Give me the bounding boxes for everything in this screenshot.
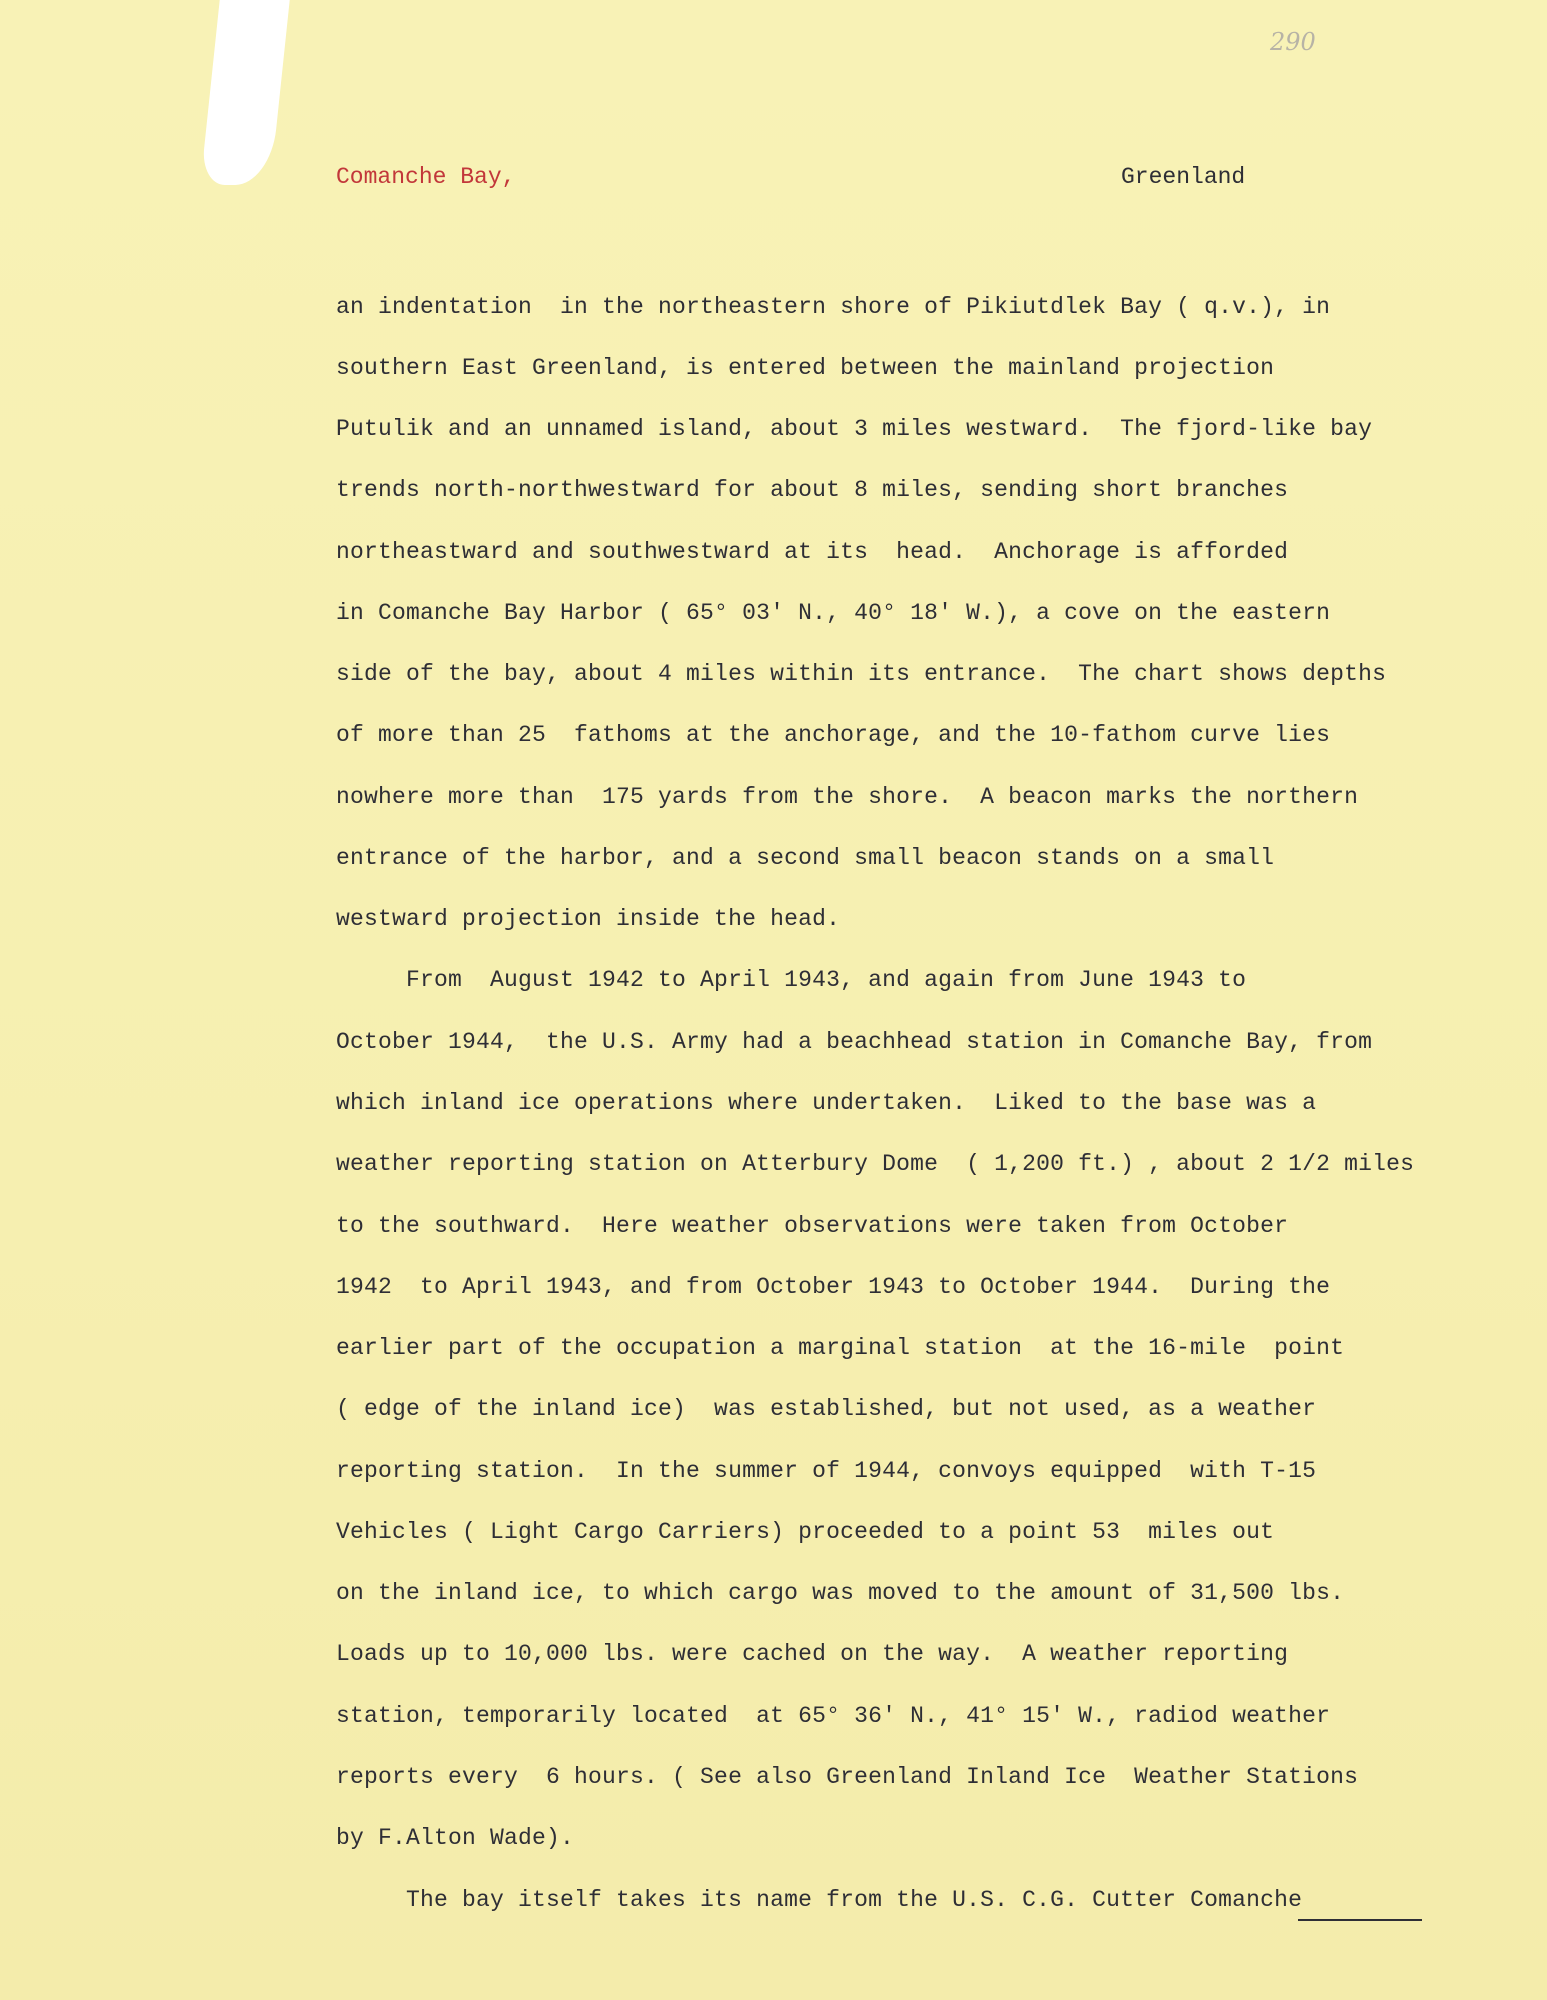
torn-paper-corner [200, 0, 289, 185]
text-line: Loads up to 10,000 lbs. were cached on the way. A weather reporting [336, 1641, 1289, 1667]
entry-region: Greenland [1121, 164, 1246, 190]
text-line: nowhere more than 175 yards from the shore. A beacon marks the northern [336, 784, 1359, 810]
text-line: which inland ice operations where undertaken. Liked to the base was a [336, 1090, 1317, 1116]
text-line: on the inland ice, to which cargo was moved to the amount of 31,500 lbs. [336, 1580, 1345, 1606]
text-line: side of the bay, about 4 miles within its entrance. The chart shows depths [336, 661, 1387, 687]
text-line: by F.Alton Wade). [336, 1825, 575, 1851]
text-line: of more than 25 fathoms at the anchorage, and the 10-fathom curve lies [336, 722, 1331, 748]
text-line: station, temporarily located at 65° 36' N., 41° 15' W., radiod weather [336, 1703, 1331, 1729]
text-line: in Comanche Bay Harbor ( 65° 03' N., 40° 18' W.), a cove on the eastern [336, 600, 1331, 626]
text-line: weather reporting station on Atterbury Dome ( 1,200 ft.) , about 2 1/2 miles [336, 1151, 1415, 1177]
text-line: an indentation in the northeastern shore of Pikiutdlek Bay ( q.v.), in [336, 294, 1331, 320]
text-line: earlier part of the occupation a marginal station at the 16-mile point [336, 1335, 1345, 1361]
handwritten-page-number: 290 [1270, 28, 1316, 56]
text-line: reports every 6 hours. ( See also Greenland Inland Ice Weather Stations [336, 1764, 1359, 1790]
text-line: The bay itself takes its name from the U.S. C.G. Cutter Comanche [336, 1887, 1303, 1913]
text-line: 1942 to April 1943, and from October 1943 to October 1944. During the [336, 1274, 1331, 1300]
text-line: entrance of the harbor, and a second small beacon stands on a small [336, 845, 1275, 871]
text-line: Vehicles ( Light Cargo Carriers) proceeded to a point 53 miles out [336, 1519, 1275, 1545]
text-line: reporting station. In the summer of 1944, convoys equipped with T-15 [336, 1458, 1317, 1484]
text-line: October 1944, the U.S. Army had a beachhead station in Comanche Bay, from [336, 1029, 1373, 1055]
text-line: to the southward. Here weather observations were taken from October [336, 1213, 1289, 1239]
text-line: southern East Greenland, is entered between the mainland projection [336, 355, 1275, 381]
text-line: trends north-northwestward for about 8 miles, sending short branches [336, 477, 1289, 503]
text-line: westward projection inside the head. [336, 906, 841, 932]
text-line: From August 1942 to April 1943, and again from June 1943 to [336, 967, 1247, 993]
text-line: Putulik and an unnamed island, about 3 miles westward. The fjord-like bay [336, 416, 1373, 442]
text-line: ( edge of the inland ice) was established, but not used, as a weather [336, 1396, 1317, 1422]
entry-title: Comanche Bay, [336, 164, 516, 190]
comanche-underline [1298, 1919, 1422, 1921]
text-line: northeastward and southwestward at its head. Anchorage is afforded [336, 539, 1289, 565]
